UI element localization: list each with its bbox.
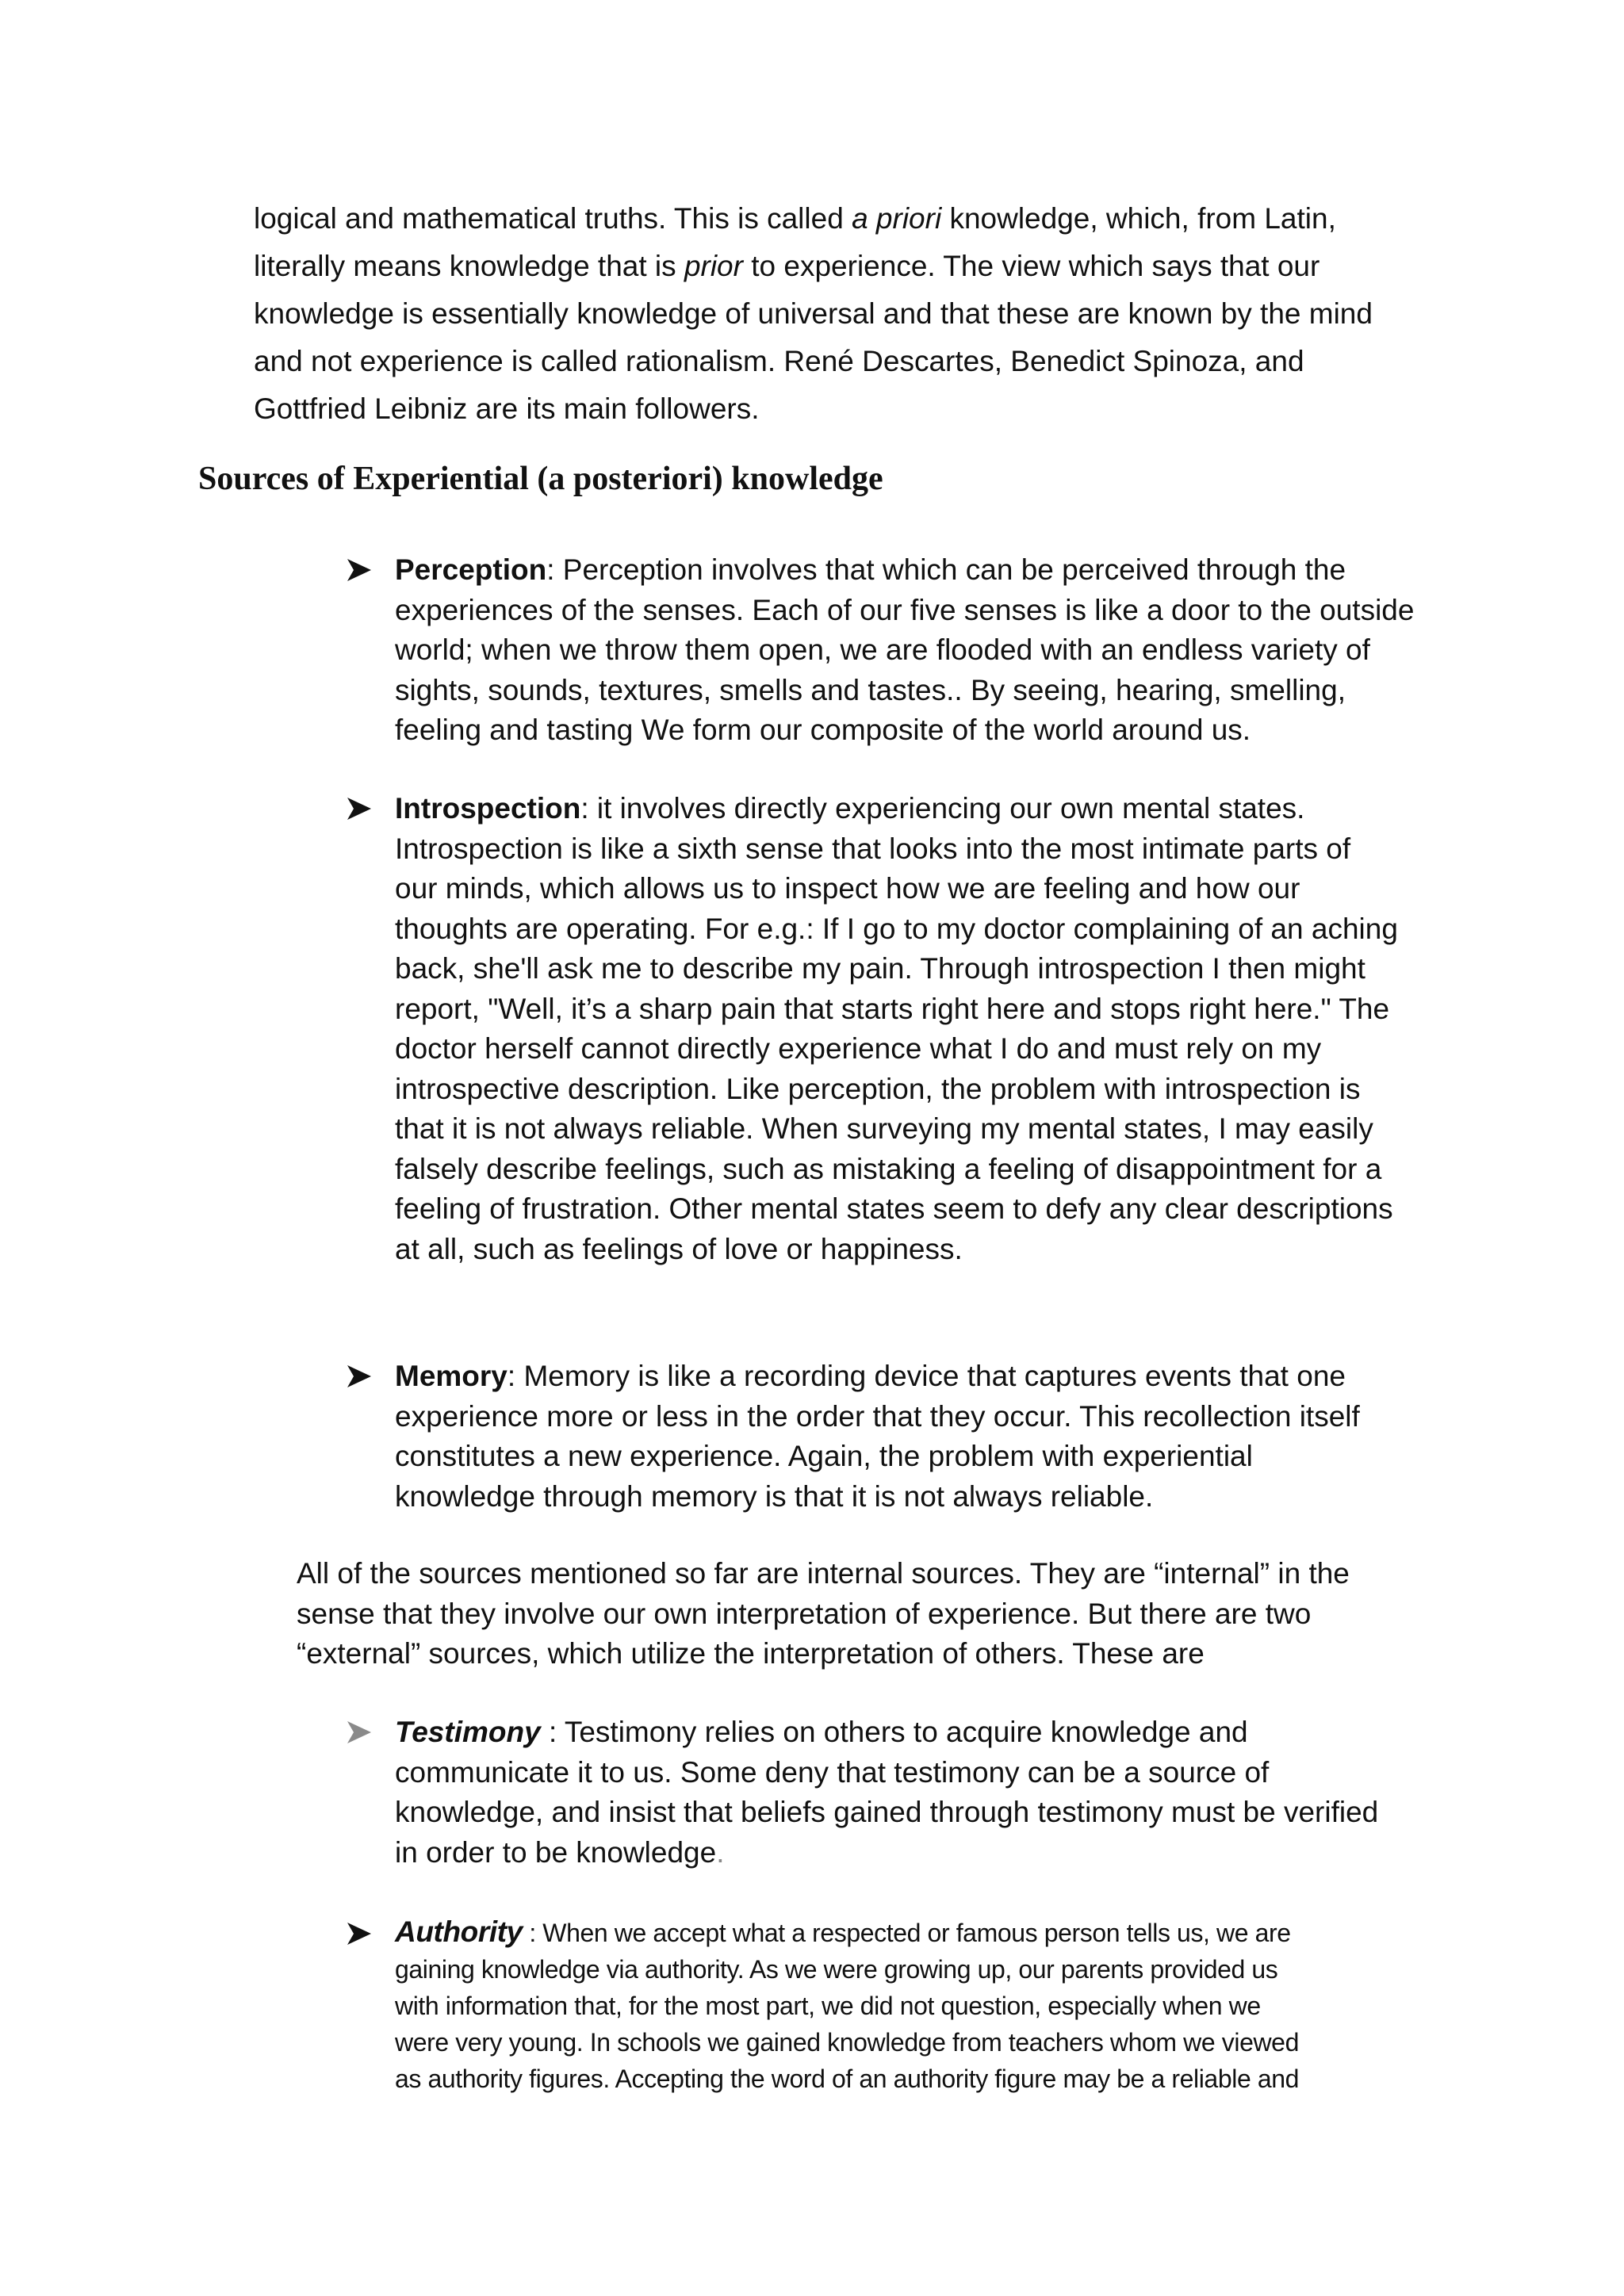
testimony-term: Testimony (395, 1716, 541, 1748)
bullet-body: Memory: Memory is like a recording device that captures events that one experience more or less in the order that they occur. This recollection itself constitutes a new experience. Again, the problem with experiential knowledge through memory is that it is not always reliable. (395, 1360, 1360, 1513)
introspection-term: Introspection (395, 792, 581, 825)
bullet-body: Authority : When we accept what a respected or famous person tells us, we are gaining knowledge via authority. As we were growing up, our parents provided us with information that, for the most part, we did not question, especially when we were very young. In schools we gained knowledge from teachers whom we viewed as authority figures. Accepting the word of an authority figure may be a reliable and (395, 1915, 1300, 2093)
bullet-body: Testimony : Testimony relies on others to acquire knowledge and communicate it to us. Some deny that testimony can be a source of knowledge, and insist that beliefs gained through testimony must be verified in order to be knowledge. (395, 1716, 1379, 1869)
intro-line: knowledge is essentially knowledge of universal and that these are known by the mind (254, 297, 1373, 330)
perception-term: Perception (395, 553, 547, 586)
a-priori-term: a priori (852, 202, 942, 235)
arrowhead-bullet-icon (346, 1363, 373, 1390)
authority-term: Authority (395, 1915, 523, 1948)
arrowhead-bullet-icon (346, 795, 373, 822)
arrowhead-bullet-icon (346, 1719, 373, 1746)
intro-paragraph (254, 195, 1459, 433)
section-heading: Sources of Experiential (a posteriori) knowledge (198, 461, 883, 497)
prior-term: prior (684, 250, 743, 282)
arrowhead-bullet-icon (346, 557, 373, 584)
intro-line: logical and mathematical truths. This is called a priori knowledge, which, from Latin, (254, 202, 1336, 235)
memory-term: Memory (395, 1360, 508, 1392)
intro-line: Gottfried Leibniz are its main followers. (254, 392, 760, 425)
internal-sources-paragraph: All of the sources mentioned so far are internal sources. They are “internal” in the sense that they involve our own interpretation of experience. But there are two “external” sources, which utilize the interpretation of others. These are (297, 1557, 1350, 1670)
bullet-body: Perception: Perception involves that which can be perceived through the experiences of the senses. Each of our five senses is like a door to the outside world; when we throw them open, we are flooded with an endless variety of sights, sounds, textures, smells and tastes.. By seeing, hearing, smelling, feeling and tasting We form our composite of the world around us. (395, 553, 1415, 746)
bullet-body: Introspection: it involves directly experiencing our own mental states. Introspection is like a sixth sense that looks into the most intimate parts of our minds, which allows us to inspect how we are feeling and how our thoughts are operating. For e.g.: If I go to my doctor complaining of an aching back, she'll ask me to describe my pain. Through introspection I then might report, "Well, it’s a sharp pain that starts right here and stops right here." The doctor herself cannot directly experience what I do and must rely on my introspective description. Like perception, the problem with introspection is that it is not always reliable. When surveying my mental states, I may easily falsely describe feelings, such as mistaking a feeling of disappointment for a feeling of frustration. Other mental states seem to defy any clear descriptions at all, such as feelings of love or happiness. (395, 792, 1398, 1265)
intro-line: literally means knowledge that is prior to experience. The view which says that our (254, 250, 1320, 282)
intro-line: and not experience is called rationalism. René Descartes, Benedict Spinoza, and (254, 345, 1304, 377)
arrowhead-bullet-icon (346, 1920, 373, 1947)
